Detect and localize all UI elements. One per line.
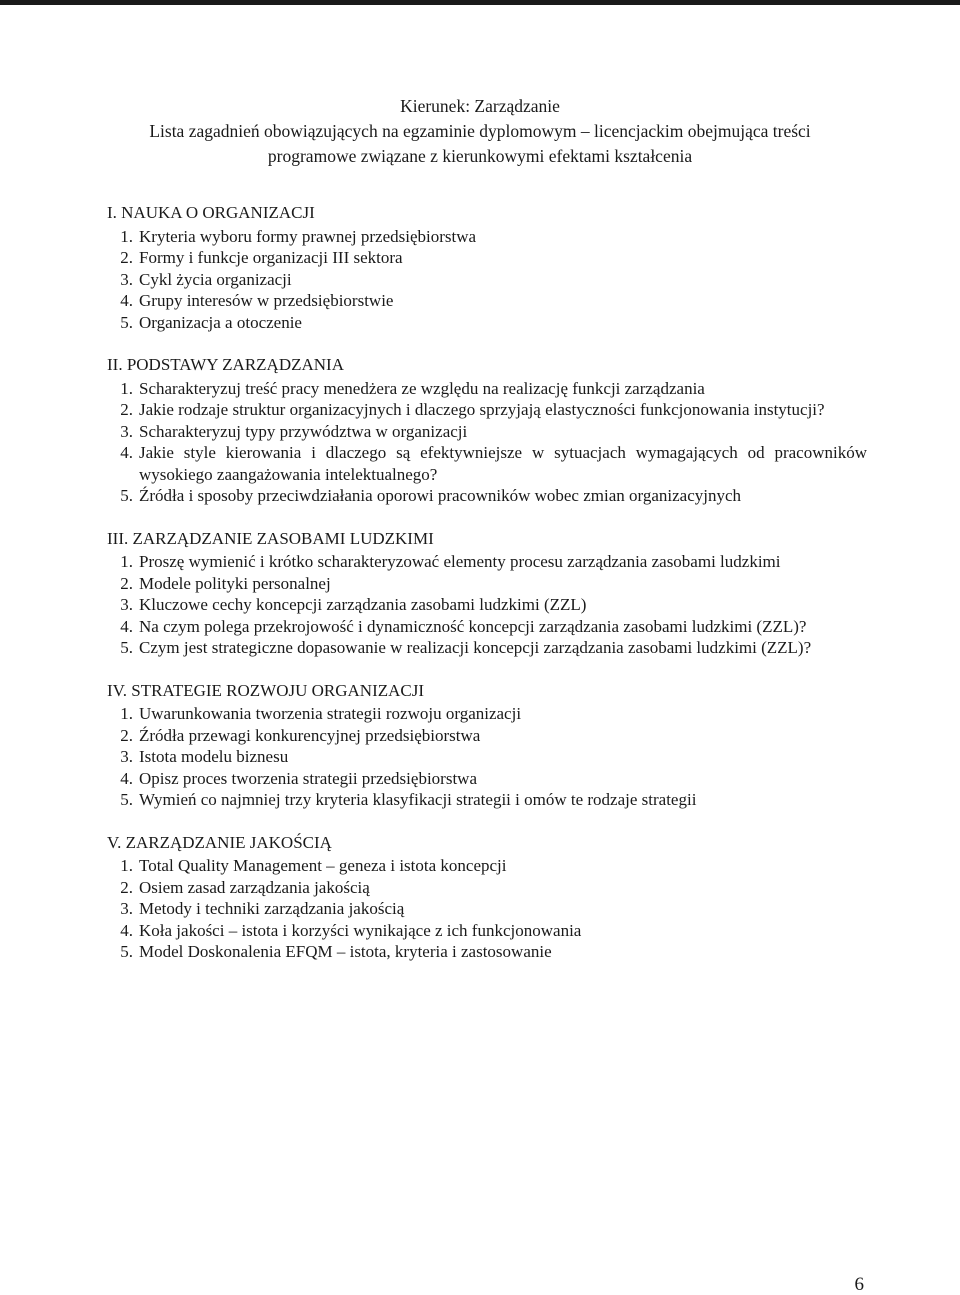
header-title-line-1: Lista zagadnień obowiązujących na egzaminie dyplomowym – licencjackim obejmująca treści: [149, 121, 811, 141]
item-number: 1.: [120, 552, 133, 571]
list-item: [107, 247, 867, 269]
item-text: Kluczowe cechy koncepcji zarządzania zasobami ludzkimi (ZZL): [139, 595, 587, 614]
section-1: [107, 202, 867, 333]
list-item: [107, 594, 867, 616]
item-text: Kryteria wyboru formy prawnej przedsiębiorstwa: [139, 226, 477, 246]
list-item: [107, 920, 867, 942]
item-text: Proszę wymienić i krótko scharakteryzować elementy procesu zarządzania zasobami ludzkimi: [139, 552, 781, 571]
list-item: [107, 442, 867, 485]
item-number: 2.: [120, 400, 133, 419]
item-number: 4.: [120, 616, 133, 636]
item-text: Na czym polega przekrojowość i dynamiczność koncepcji zarządzania zasobami ludzkimi (ZZL)?: [139, 616, 807, 636]
item-text: Jakie style kierowania i dlaczego są efektywniejsze w sytuacjach wymagających od pracowników wysokiego zaangażowania intelektualnego?: [139, 443, 867, 484]
item-number: 5.: [120, 486, 133, 505]
item-number: 3.: [120, 269, 133, 289]
item-number: 2.: [120, 725, 133, 745]
list-item: [107, 941, 867, 963]
section-2: [107, 354, 867, 507]
item-number: 2.: [120, 248, 133, 267]
list-item: [107, 290, 867, 312]
list-item: [107, 703, 867, 725]
item-number: 1.: [120, 704, 133, 723]
item-text: Istota modelu biznesu: [139, 747, 289, 766]
item-number: 3.: [120, 747, 133, 766]
item-text: Źródła i sposoby przeciwdziałania oporowi pracowników wobec zmian organizacyjnych: [139, 486, 742, 505]
section-title: III. ZARZĄDZANIE ZASOBAMI LUDZKIMI: [107, 528, 434, 548]
item-number: 5.: [120, 312, 133, 332]
topic-list: [107, 202, 867, 984]
item-number: 2.: [120, 877, 133, 897]
item-number: 4.: [120, 920, 133, 940]
list-item: [107, 399, 867, 421]
item-number: 1.: [120, 378, 133, 398]
header-field-of-study: Kierunek: Zarządzanie: [400, 96, 560, 116]
section-4: [107, 680, 867, 811]
item-text: Jakie rodzaje struktur organizacyjnych i dlaczego sprzyjają elastyczności funkcjonowania instytucji?: [139, 400, 825, 419]
list-item: [107, 269, 867, 291]
list-item: [107, 551, 867, 573]
item-text: Wymień co najmniej trzy kryteria klasyfikacji strategii i omów te rodzaje strategii: [139, 790, 697, 809]
item-number: 2.: [120, 573, 133, 593]
item-number: 4.: [120, 443, 133, 462]
document-header: [0, 94, 960, 169]
list-item: [107, 877, 867, 899]
item-number: 5.: [120, 638, 133, 657]
item-text: Scharakteryzuj typy przywództwa w organizacji: [139, 421, 468, 441]
item-text: Czym jest strategiczne dopasowanie w realizacji koncepcji zarządzania zasobami ludzkimi (ZZL)?: [139, 638, 812, 657]
item-text: Metody i techniki zarządzania jakością: [139, 899, 405, 918]
section-title: IV. STRATEGIE ROZWOJU ORGANIZACJI: [107, 680, 425, 700]
item-number: 1.: [120, 226, 133, 246]
list-item: [107, 725, 867, 747]
list-item: [107, 789, 867, 811]
list-item: [107, 768, 867, 790]
list-item: [107, 616, 867, 638]
item-number: 3.: [120, 899, 133, 918]
item-number: 3.: [120, 421, 133, 441]
item-text: Koła jakości – istota i korzyści wynikające z ich funkcjonowania: [139, 920, 582, 940]
item-text: Modele polityki personalnej: [139, 573, 331, 593]
item-text: Źródła przewagi konkurencyjnej przedsiębiorstwa: [139, 725, 481, 745]
item-text: Uwarunkowania tworzenia strategii rozwoju organizacji: [139, 704, 522, 723]
item-text: Formy i funkcje organizacji III sektora: [139, 248, 403, 267]
item-number: 5.: [120, 942, 133, 961]
item-number: 1.: [120, 856, 133, 875]
section-5: [107, 832, 867, 963]
item-number: 3.: [120, 595, 133, 614]
list-item: [107, 898, 867, 920]
header-title-line-2: programowe związane z kierunkowymi efektami kształcenia: [267, 146, 693, 166]
list-item: [107, 573, 867, 595]
page-number: 6: [854, 1274, 864, 1295]
list-item: [107, 485, 867, 507]
item-text: Model Doskonalenia EFQM – istota, kryteria i zastosowanie: [139, 942, 552, 961]
item-text: Organizacja a otoczenie: [139, 312, 302, 332]
list-item: [107, 226, 867, 248]
list-item: [107, 855, 867, 877]
section-3: [107, 528, 867, 659]
list-item: [107, 378, 867, 400]
item-text: Osiem zasad zarządzania jakością: [139, 877, 370, 897]
list-item: [107, 421, 867, 443]
item-text: Grupy interesów w przedsiębiorstwie: [139, 291, 394, 310]
section-title: V. ZARZĄDZANIE JAKOŚCIĄ: [107, 832, 332, 852]
list-item: [107, 637, 867, 659]
item-text: Cykl życia organizacji: [139, 269, 292, 289]
list-item: [107, 312, 867, 334]
item-text: Opisz proces tworzenia strategii przedsiębiorstwa: [139, 768, 477, 788]
item-text: Scharakteryzuj treść pracy menedżera ze względu na realizację funkcji zarządzania: [139, 378, 705, 398]
section-title: II. PODSTAWY ZARZĄDZANIA: [107, 355, 344, 374]
item-number: 4.: [120, 291, 133, 310]
item-text: Total Quality Management – geneza i istota koncepcji: [139, 856, 507, 875]
item-number: 4.: [120, 768, 133, 788]
item-number: 5.: [120, 790, 133, 809]
section-title: I. NAUKA O ORGANIZACJI: [107, 203, 315, 222]
list-item: [107, 746, 867, 768]
top-border-rule: [0, 0, 960, 5]
